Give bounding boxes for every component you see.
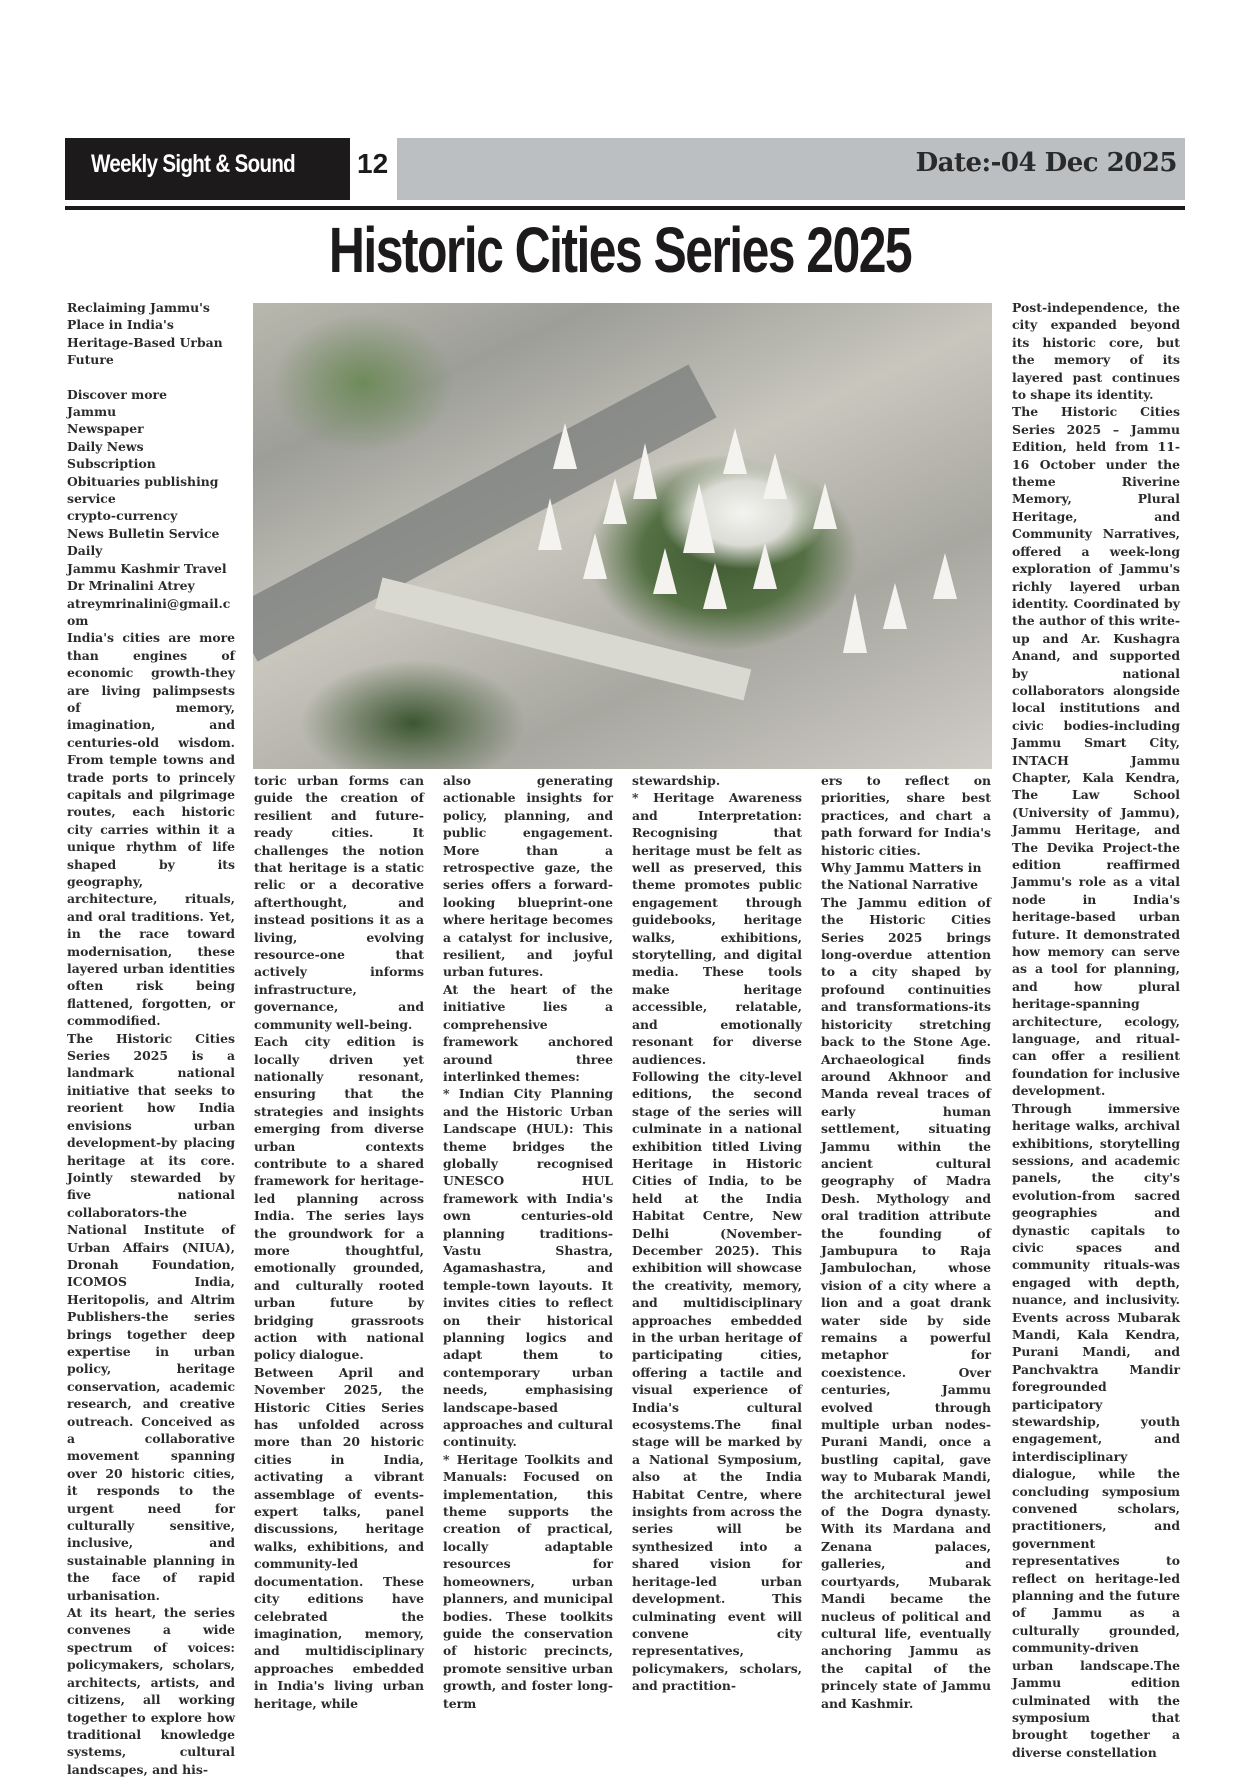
section-subheading: Why Jammu Matters in the National Narrative: [821, 860, 982, 893]
temple-spire-icon: [653, 548, 677, 594]
article-paragraph: Between April and November 2025, the Historic Cities Series has unfolded across more than 20 historic cities in India, activating a vibrant assemblage of events-expert talks, panel discussions, heritage walks, exhibitions, and community-led documentation. These city editions have celebrated the imagination, memory, and multidisciplinary approaches embedded in India's living urban heritage, while: [254, 1364, 424, 1711]
sidebar-link[interactable]: Daily: [67, 543, 103, 559]
article-column-6: [1012, 299, 1180, 1761]
temple-spire-icon: [813, 483, 837, 529]
article-paragraph: ers to reflect on priorities, share best practices, and chart a path forward for India's historic cities.: [821, 773, 991, 858]
sidebar-link[interactable]: Newspaper: [67, 421, 144, 437]
author-email[interactable]: atreymrinalini@gmail.com: [67, 595, 231, 628]
article-paragraph: stewardship.: [632, 773, 721, 788]
sidebar-link[interactable]: Jammu: [67, 404, 117, 420]
masthead-date-block: [397, 138, 1185, 200]
article-paragraph: Post-independence, the city expanded beyond its historic core, but the memory of its layered past continues to shape its identity.: [1012, 300, 1180, 403]
sidebar-link[interactable]: Obituaries publishing service: [67, 473, 219, 507]
temple-spire-icon: [553, 423, 577, 469]
masthead: [65, 138, 1185, 200]
article-paragraph: Through immersive heritage walks, archival exhibitions, storytelling sessions, and academic panels, the city's evolution-from sacred geographies and dynastic capitals to civic spaces and community rituals-was engaged with depth, nuance, and inclusivity. Events across Mubarak Mandi, Kala Kendra, Purani Mandi, and Panchvaktra Mandir foregrounded participatory stewardship, youth engagement, and interdisciplinary dialogue, while the concluding symposium convened scholars, practitioners, and government representatives to reflect on heritage-led planning and the future of Jammu as a culturally grounded, community-driven urban landscape.The Jammu edition culminated with the symposium that brought together a diverse constellation: [1012, 1100, 1180, 1760]
article-paragraph: India's cities are more than engines of economic growth-they are living palimpsests of memory, imagination, and centuries-old wisdom. From temple towns and trade ports to princely capitals and pilgrimage routes, each historic city carries within it a unique rhythm of life shaped by its geography, architecture, rituals, and oral traditions. Yet, in the race toward modernisation, these layered urban identities often risk being flattened, forgotten, or commodified.: [67, 630, 235, 1029]
article-subtitle: Reclaiming Jammu's Place in India's Heritage-Based Urban Future: [67, 300, 223, 368]
page-headline: Historic Cities Series 2025: [328, 214, 912, 286]
article-paragraph: * Heritage Toolkits and Manuals: Focused on implementation, this theme supports the creation of practical, locally adaptable resources for homeowners, urban planners, and municipal bodies. These toolkits guide the conservation of historic precincts, promote sensitive urban growth, and foster long-term: [443, 1451, 613, 1711]
masthead-brand-block: [65, 138, 350, 200]
issue-date: Date:-04 Dec 2025: [915, 148, 1177, 178]
article-paragraph: * Indian City Planning and the Historic Urban Landscape (HUL): This theme bridges the globally recognised UNESCO HUL framework with India's own centuries-old planning traditions-Vastu Shastra, Agamashastra, and temple-town layouts. It invites cities to reflect on their historical planning logics and adapt them to contemporary urban needs, emphasising landscape-based approaches and cultural continuity.: [443, 1086, 613, 1450]
temple-spire-icon: [583, 533, 607, 579]
temple-spire-icon: [843, 593, 867, 653]
article-column-5: [821, 772, 991, 1712]
article-paragraph: The Historic Cities Series 2025 – Jammu Edition, held from 11-16 October under the theme Riverine Memory, Plural Heritage, and Community Narratives, offered a week-long exploration of Jammu's richly layered urban identity. Coordinated by the author of this write-up and Ar. Kushagra Anand, and supported by national collaborators alongside local institutions and civic bodies-including Jammu Smart City, INTACH Jammu Chapter, Kala Kendra, The Law School (University of Jammu), Jammu Heritage, and The Devika Project-the edition reaffirmed Jammu's role as a vital node in India's heritage-based urban future. It demonstrated how memory can serve as a tool for planning, and how plural heritage-spanning architecture, ecology, language, and ritual-can offer a resilient foundation for inclusive development.: [1012, 404, 1180, 1099]
article-paragraph: also generating actionable insights for policy, planning, and public engagement. More than a retrospective gaze, the series offers a forward-looking blueprint-one where heritage becomes a catalyst for inclusive, resilient, and joyful urban futures.: [443, 773, 613, 980]
article-paragraph: Following the city-level editions, the second stage of the series will culminate in a national exhibition titled Living Heritage in Historic Cities of India, to be held at the India Habitat Centre, New Delhi (November-December 2025). This exhibition will showcase the creativity, memory, and multidisciplinary approaches embedded in the urban heritage of participating cities, offering a tactile and visual experience of India's cultural ecosystems.The final stage will be marked by a National Symposium, also at the India Habitat Centre, where insights from across the series will be synthesized into a shared vision for heritage-led urban development. This culminating event will convene city representatives, policymakers, scholars, and practition-: [632, 1068, 802, 1694]
temple-spire-icon: [723, 428, 747, 474]
masthead-rule: [65, 206, 1185, 210]
sidebar-link[interactable]: News Bulletin Service: [67, 525, 220, 541]
sidebar-link[interactable]: crypto-currency: [67, 508, 178, 524]
article-paragraph: The Jammu edition of the Historic Cities Series 2025 brings long-overdue attention to a city shaped by profound continuities and transformations-its historicity stretching back to the Stone Age. Archaeological finds around Akhnoor and Manda reveal traces of early human settlement, situating Jammu within the ancient cultural geography of Madra Desh. Mythology and oral tradition attribute the founding of Jambupura to Raja Jambulochan, whose vision of a city where a lion and a goat drank water side by side remains a powerful metaphor for coexistence. Over centuries, Jammu evolved through multiple urban nodes-Purani Mandi, once a bustling capital, gave way to Mubarak Mandi, the architectural jewel of the Dogra dynasty. With its Mardana and Zenana palaces, galleries, and courtyards, Mubarak Mandi became the nucleus of political and cultural life, eventually anchoring Jammu as the capital of the princely state of Jammu and Kashmir.: [821, 894, 991, 1711]
article-paragraph: toric urban forms can guide the creation of resilient and future-ready cities. It challenges the notion that heritage is a static relic or a decorative afterthought, and instead positions it as a living, evolving resource-one that actively informs infrastructure, governance, and community well-being.: [254, 773, 424, 1032]
temple-spire-icon: [683, 483, 715, 553]
page-number: 12: [357, 148, 389, 179]
article-paragraph: At its heart, the series convenes a wide spectrum of voices: policymakers, scholars, architects, artists, and citizens, all working together to explore how traditional knowledge systems, cultural landscapes, and his-: [67, 1605, 235, 1777]
temple-spire-icon: [933, 553, 957, 599]
sidebar-link[interactable]: Discover more: [67, 386, 167, 402]
temple-spire-icon: [883, 583, 907, 629]
temple-spire-icon: [538, 498, 562, 550]
aerial-temple-photo: [253, 303, 992, 769]
article-column-1: [67, 299, 235, 1778]
temple-spire-icon: [763, 453, 787, 499]
article-column-4: [632, 772, 802, 1695]
sidebar-link[interactable]: Daily News Subscription: [67, 438, 156, 472]
article-column-2: [254, 772, 424, 1712]
publication-name: Weekly Sight & Sound: [91, 150, 296, 178]
article-paragraph: The Historic Cities Series 2025 is a landmark national initiative that seeks to reorient how India envisions urban development-by placing heritage at its core. Jointly stewarded by five national collaborators-the National Institute of Urban Affairs (NIUA), Dronah Foundation, ICOMOS India, Heritopolis, and Altrim Publishers-the series brings together deep expertise in urban policy, heritage conservation, academic research, and creative outreach. Conceived as a collaborative movement spanning over 20 historic cities, it responds to the urgent need for culturally sensitive, inclusive, and sustainable planning in the face of rapid urbanisation.: [67, 1030, 235, 1603]
sidebar-link[interactable]: Jammu Kashmir Travel: [67, 560, 227, 576]
temple-spire-icon: [703, 563, 727, 609]
photo-compound-wall: [375, 578, 751, 701]
temple-spire-icon: [603, 478, 627, 524]
author-byline: Dr Mrinalini Atrey: [67, 578, 195, 594]
temple-spire-icon: [753, 543, 777, 589]
temple-spire-icon: [633, 443, 657, 499]
article-paragraph: At the heart of the initiative lies a comprehensive framework anchored around three interlinked themes:: [443, 981, 613, 1084]
sidebar-block: [67, 299, 235, 629]
article-column-3: [443, 772, 613, 1712]
article-paragraph: Each city edition is locally driven yet nationally resonant, ensuring that the strategies and insights emerging from diverse urban contexts contribute to a shared framework for heritage-led planning across India. The series lays the groundwork for a more thoughtful, emotionally grounded, and culturally rooted urban future by bridging grassroots action with national policy dialogue.: [254, 1034, 424, 1363]
article-paragraph: * Heritage Awareness and Interpretation: Recognising that heritage must be felt as well as preserved, this theme promotes public engagement through guidebooks, heritage walks, exhibitions, storytelling, and digital media. These tools make heritage accessible, relatable, and emotionally resonant for diverse audiences.: [632, 790, 802, 1067]
